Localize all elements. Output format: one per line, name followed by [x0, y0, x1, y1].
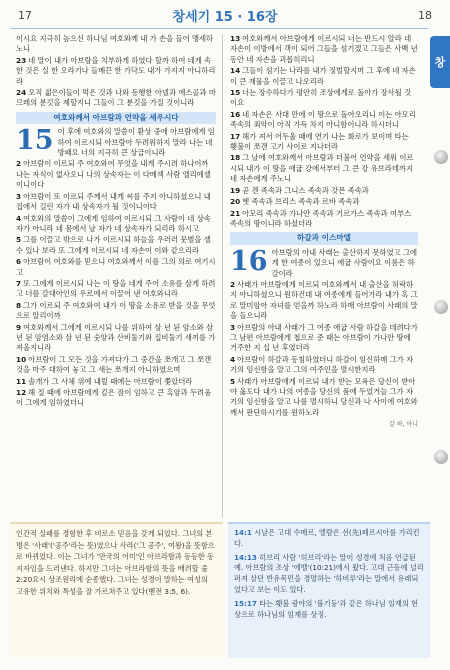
verse-number: 15: [230, 88, 241, 98]
verse-text: 그가 이르되 주 여호와여 내가 이 땅을 소유로 받을 것을 무엇으로 알리이까: [16, 300, 216, 321]
verse-text: 아브람의 아내 사래가 그 여종 애굽 사람 하갈을 데려다가 그 남편 아브람에게 첩으로 준 때는 아브람이 가나안 땅에 거주한 지 십 년 후였더라: [230, 322, 418, 353]
verse-text: 그 날에 여호와께서 아브람과 더불어 언약을 세워 이르시되 내가 이 땅을 애굽 강에서부터 그 큰 강 유브라데까지 네 자손에게 주노니: [230, 153, 414, 184]
verse-text: 솔개가 그 사체 위에 내릴 때에는 아브람이 쫓았더라: [28, 376, 193, 386]
column-divider: [222, 34, 223, 518]
verse-number: 24: [16, 88, 27, 98]
verse-text: 아브람이 이르되 주 여호와여 무엇을 내게 주시려 하나이까 나는 자식이 없사오니 나의 상속자는 이 다메섹 사람 엘리에셀이니이다: [16, 159, 211, 190]
verse-number: 2: [230, 279, 236, 289]
section-heading: 여호와께서 아브람과 언약을 세우시다: [16, 112, 216, 124]
verse: [16, 88, 216, 109]
verse-number: 23: [16, 55, 27, 65]
verse-text: 네 말이 내가 아브람을 치부하게 하였다 할까 하여 네게 속한 것은 실 한 오라기나 들메끈 한 가닥도 내가 가지지 아니하리라: [16, 55, 216, 86]
verse: [16, 257, 216, 278]
verse-text: 아브람이 그 모든 것을 가져다가 그 중간을 쪼개고 그 쪼갠 것을 마주 대하여 놓고 그 새는 쪼개지 아니하였으며: [16, 354, 212, 375]
verse-number: 3: [16, 191, 22, 201]
verse: [16, 355, 216, 376]
note-text: 시날은 고대 수메르, 엘람은 선(先)페르시아를 가리킨다.: [234, 528, 420, 548]
verse-number: 6: [16, 257, 22, 267]
verse-text: 너는 장수하다가 평안히 조상에게로 돌아가 장사될 것이요: [230, 88, 412, 108]
verse: [16, 388, 216, 409]
verse-text: 헷 족속과 브리스 족속과 르바 족속과: [242, 197, 360, 207]
verse: [16, 235, 216, 256]
chapter-opening-verse: [16, 127, 216, 158]
verse-number: 13: [230, 34, 241, 43]
verse-number: 3: [230, 322, 236, 332]
verse: [16, 192, 216, 213]
verse-number: 20: [230, 197, 241, 207]
verse: [16, 159, 216, 190]
verse: [16, 301, 216, 322]
left-text-column: [16, 34, 216, 518]
page-number-left: 17: [18, 9, 32, 22]
verse: [16, 34, 216, 55]
verse: [16, 214, 216, 235]
verse-text: 네 자손은 사대 만에 이 땅으로 돌아오리니 이는 아모리 족속의 죄악이 아직 가득 차지 아니함이니라 하시더니: [230, 109, 416, 130]
verse: [230, 323, 418, 354]
verse: [230, 132, 418, 153]
binder-ring-icon: [434, 150, 448, 164]
chapter-number: 15: [16, 125, 54, 157]
verse: [230, 110, 418, 131]
note-text: 타는 횃불 광야의 '불기둥'과 같은 하나님 임재의 현상으로 하나님의 임재를 상징.: [234, 598, 418, 619]
header-rule: [10, 28, 428, 29]
verse-number: 8: [16, 300, 22, 310]
verse-number: 21: [230, 208, 241, 218]
verse-text: 이시요 지극히 높으신 하나님 여호와께 내 가 손을 들어 맹세하노니: [16, 34, 214, 54]
verse-text: 그들이 섬기는 나라를 내가 징벌할지며 그 후에 네 자손이 큰 재물을 이끌고 나오리라: [230, 66, 416, 86]
verse-text: 사래가 아브람에게 이르되 내가 받는 모욕은 당신이 받아야 옳도다 내가 나의 여종을 당신의 품에 두었거늘 그가 자기의 임신함을 알고 나를 멸시하니 당신과 나 사이에 여호와께서 판단하시기를 원하노라: [230, 376, 418, 417]
verse-number: 5: [16, 235, 22, 245]
verse-number: 2: [16, 159, 22, 169]
verse-text: 또 그에게 이르시되 나는 이 땅을 네게 주어 소유를 삼게 하려고 너를 갈대아인의 우르에서 이끌어 낸 여호와니라: [16, 278, 216, 299]
verse-number: 16: [230, 109, 241, 119]
book-index-tab[interactable]: 창: [430, 36, 450, 88]
verse: [16, 323, 216, 354]
note-reference: 15:17: [234, 598, 257, 608]
verse: [230, 377, 418, 419]
verse-text: 해가 져서 어두울 때에 연기 나는 화로가 보이며 타는 횃불이 쪼갠 고기 사이로 지나더라: [230, 131, 409, 152]
section-heading: 하갈과 이스마엘: [230, 232, 418, 244]
verse-text: 해 질 때에 아브람에게 깊은 잠이 임하고 큰 흑암과 두려움이 그에게 임하였더니: [16, 388, 212, 408]
verse: [230, 153, 418, 184]
verse: [230, 280, 418, 322]
study-note: [234, 553, 424, 596]
chapter-title: 창세기 15 · 16장: [172, 10, 278, 25]
verse-number: 5: [230, 376, 236, 386]
verse-number: 7: [16, 278, 22, 288]
study-note: [234, 528, 424, 550]
verse-number: 19: [230, 185, 241, 195]
verse-text: 여호와의 말씀이 그에게 임하여 이르시되 그 사람이 네 상속자가 아니라 네 몸에서 날 자가 네 상속자가 되리라 하시고: [16, 213, 211, 233]
footnotes-box: [228, 522, 430, 658]
verse: [230, 34, 418, 65]
verse: [16, 56, 216, 87]
verse: [230, 186, 418, 196]
verse: [230, 197, 418, 207]
verse: [230, 355, 418, 376]
verse: [16, 279, 216, 300]
study-note: [234, 599, 424, 621]
right-text-column: [230, 34, 418, 518]
verse-text: 아브람이 여호와를 믿으니 여호와께서 이를 그의 의로 여기시고: [16, 257, 216, 277]
verse-text: 아브람의 아내 사래는 출산하지 못하였고 그에게 한 여종이 있으니 애굽 사람이요 이름은 하갈이라: [271, 247, 418, 278]
chapter-number: 16: [230, 245, 268, 277]
note-reference: 14:1: [234, 528, 252, 537]
page-number-right: 18: [418, 9, 432, 22]
verse: [230, 66, 418, 87]
verse-number: 14: [230, 66, 241, 76]
verse-number: 18: [230, 153, 241, 163]
verse-text: 오직 젊은이들이 먹은 것과 나와 동행한 아넬과 에스골과 마므레의 분깃을 제할지니 그들이 그 분깃을 가질 것이니라: [16, 88, 216, 108]
verse-number: 12: [16, 388, 27, 397]
verse-text: 아브람이 하갈과 동침하였더니 하갈이 임신하매 그가 자기의 임신함을 알고 그의 여주인을 멸시한지라: [230, 354, 414, 375]
verse-number: 17: [230, 131, 241, 141]
verse-number: 10: [16, 354, 27, 364]
footnote-marker: 갈 하, 아니: [389, 421, 418, 429]
verse-number: 11: [16, 376, 27, 386]
note-reference: 14:13: [234, 552, 257, 562]
verse-text: 여호와께서 그에게 이르시되 나를 위하여 삼 년 된 암소와 삼 년 된 암염소와 삼 년 된 숫양과 산비둘기와 집비둘기 새끼를 가져올지니라: [16, 322, 216, 353]
verse: [230, 209, 418, 230]
verse-text: 사래가 아브람에게 이르되 여호와께서 내 출산을 허락하지 아니하셨으니 원하건대 내 여종에게 들어가라 내가 혹 그로 말미암아 자녀를 얻을까 하노라 하매 아브람이 사래의 말을 들으니라: [230, 279, 418, 321]
commentary-box: 인간적 실패를 경험한 후 비로소 믿음을 갖게 되었다. 그녀의 본명은 '사래'('공주'라는 뜻)였으나 사라('그 공주', 여왕)을 뜻함으로 바뀌었다. 이는 그녀가 '만국의 어미'인 아브라함과 동등한 동지자임을 드러낸다. 하지만 그녀는 아브라함의 뜻을 배려할 줄 2:20요시 상조원리에 순종했다. 그녀는 성경이 말하는 여성의 고유한 위치와 특성을 잘 가르쳐주고 있다(벧전 3:5, 6).: [10, 522, 223, 658]
verse-text: 아브람이 또 이르되 주께서 내게 씨를 주지 아니하셨으니 내 집에서 길린 자가 내 상속자가 될 것이니이다: [16, 191, 211, 212]
binder-ring-icon: [434, 300, 448, 314]
binder-ring-icon: [434, 450, 448, 464]
note-text: 히브리 사람 '히브리'라는 말이 성경에 처음 언급된 예. 아브람의 조상 '에벨'(10:21)에서 왔다. 고대 근동에 널리 퍼져 살던 반유목민을 경멸하는 '하비루'라는 말에서 유래되었다고 보는 이도 있다.: [234, 552, 424, 594]
verse-text: 여호와께서 아브람에게 이르시되 너는 반드시 알라 네 자손이 이방에서 객이 되어 그들을 섬기겠고 그들은 사백 년 동안 네 자손을 괴롭히리니: [230, 34, 418, 64]
verse-number: 9: [16, 322, 22, 332]
verse-text: 그를 이끌고 밖으로 나가 이르시되 하늘을 우러러 뭇별을 셀 수 있나 보라 또 그에게 이르시되 네 자손이 이와 같으리라: [16, 235, 211, 255]
verse-text: 이 후에 여호와의 말씀이 환상 중에 아브람에게 임하여 이르시되 아브람아 두려워하지 말라 나는 네 방패요 너의 지극히 큰 상급이니라: [57, 127, 215, 158]
verse: [16, 377, 216, 387]
page-header: [0, 0, 450, 28]
verse-number: 4: [230, 354, 236, 364]
verse-text: 아모리 족속과 가나안 족속과 기르가스 족속과 여부스 족속의 땅이니라 하셨더라: [230, 208, 412, 228]
verse-text: 곧 겐 족속과 그니스 족속과 갓몬 족속과: [242, 185, 369, 195]
verse-number: 4: [16, 213, 22, 223]
verse: [230, 88, 418, 109]
chapter-opening-verse: [230, 245, 418, 279]
study-notes-area: [10, 522, 430, 662]
